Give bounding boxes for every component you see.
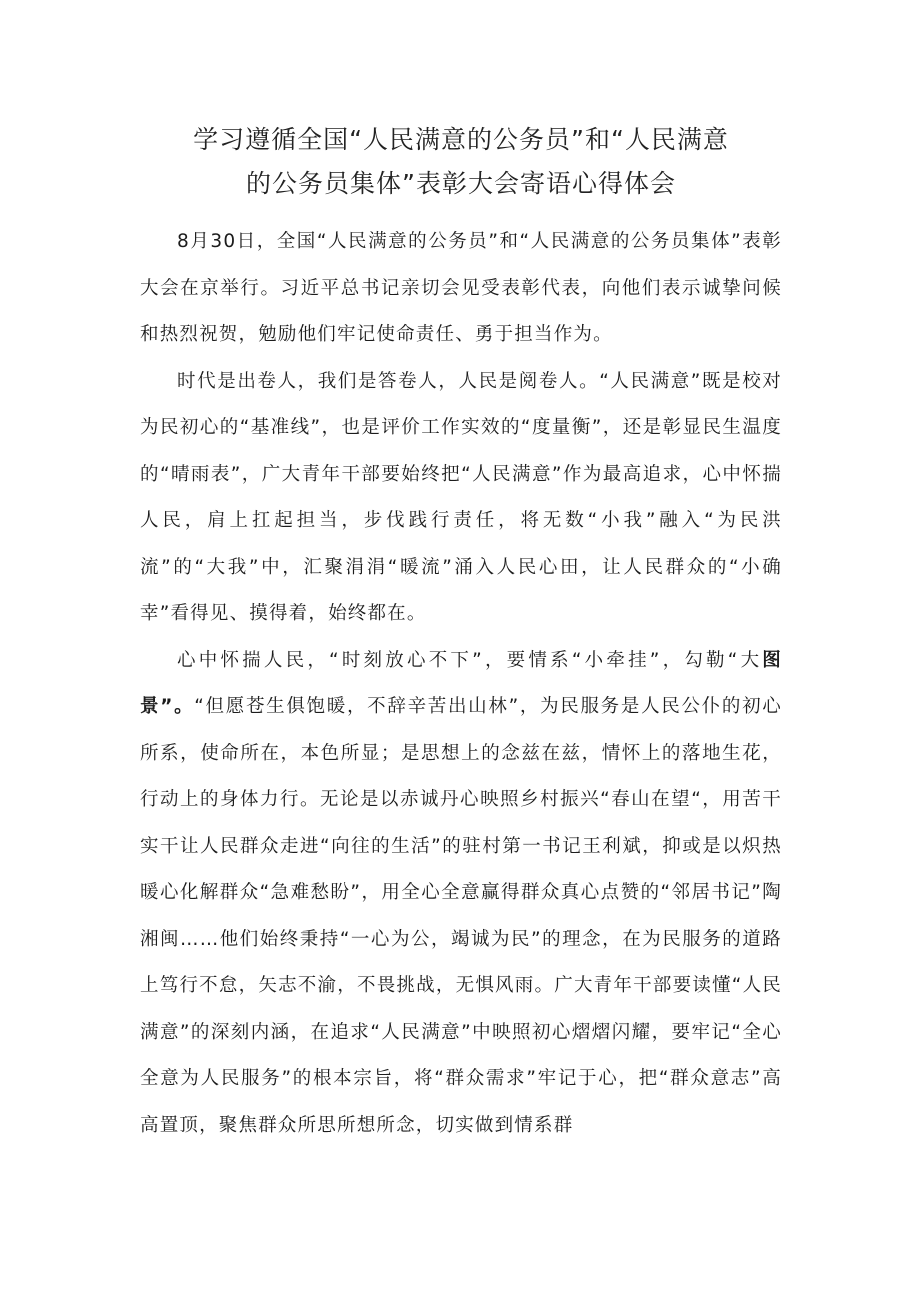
title-line-2: 的公务员集体”表彰大会寄语心得体会 xyxy=(246,169,676,198)
document-title xyxy=(140,118,782,206)
paragraph-3-text-rest: “但愿苍生俱饱暖，不辞辛苦出山林”，为民服务是人民公仆的初心所系，使命所在，本色所显；是思想上的念兹在兹，情怀上的落地生花，行动上的身体力行。无论是以赤诚丹心映照乡村振兴“春山在望“，用苦干实干让人民群众走进“向往的生活”的驻村第一书记王利斌，抑或是以炽热暖心化解群众“急难愁盼”，用全心全意赢得群众真心点赞的“邻居书记”陶湘闽……他们始终秉持“一心为公，竭诚为民”的理念，在为民服务的道路上笃行不怠，矢志不渝，不畏挑战，无惧风雨。广大青年干部要读懂“人民满意”的深刻内涵，在追求“人民满意”中映照初心熠熠闪耀，要牢记“全心全意为人民服务”的根本宗旨，将“群众需求”牢记于心，把“群众意志”高高置顶，聚焦群众所思所想所念，切实做到情系群 xyxy=(140,696,782,1136)
paragraph-3 xyxy=(140,638,782,1150)
title-line-1: 学习遵循全国“人民满意的公务员”和“人民满意 xyxy=(193,125,729,154)
paragraph-2: 时代是出卷人，我们是答卷人，人民是阅卷人。“人民满意”既是校对为民初心的“基准线”，也是评价工作实效的“度量衡”，还是彰显民生温度的“晴雨表”，广大青年干部要始终把“人民满意”作为最高追求，心中怀揣人民，肩上扛起担当，步伐践行责任，将无数“小我”融入“为民洪流”的“大我”中，汇聚涓涓“暖流”涌入人民心田，让人民群众的“小确幸”看得见、摸得着，始终都在。 xyxy=(140,370,782,624)
document-body xyxy=(140,219,782,1149)
paragraph-1: 8月30日，全国“人民满意的公务员”和“人民满意的公务员集体”表彰大会在京举行。习近平总书记亲切会见受表彰代表，向他们表示诚挚问候和热烈祝贺，勉励他们牢记使命责任、勇于担当作为。 xyxy=(140,231,782,345)
paragraph-3-text-start: 心中怀揣人民，“时刻放心不下”，要情系“小牵挂”，勾勒“大 xyxy=(177,649,763,671)
paragraph-3-bold-text: 图景”。 xyxy=(140,649,782,717)
